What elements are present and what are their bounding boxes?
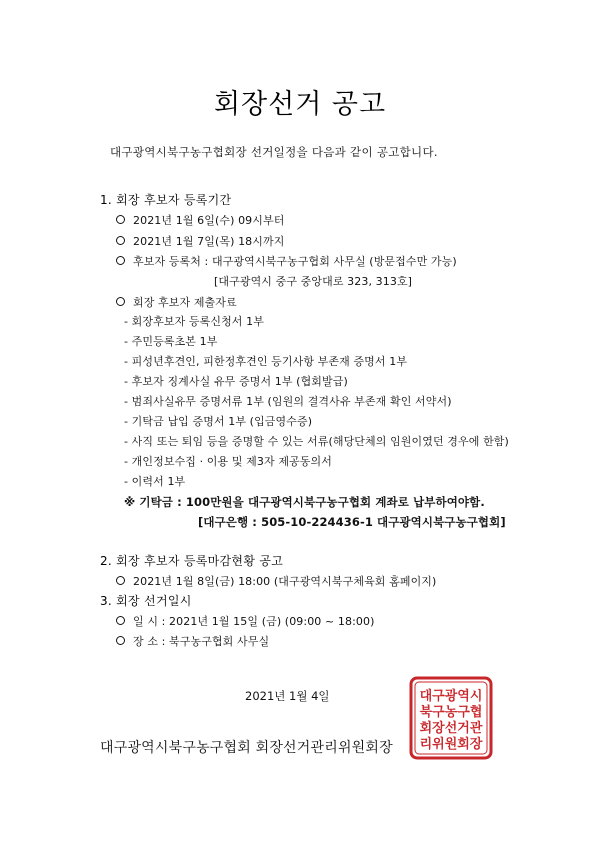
closing-announcement: 2021년 1월 8일(금) 18:00 (대구광역시북구체육회 홈페이지) <box>116 573 436 589</box>
official-seal-icon <box>409 676 493 760</box>
circle-bullet-icon <box>116 576 125 585</box>
seal-line: 북구농구협 <box>419 705 483 720</box>
doc-item: - 피성년후견인, 피한정후견인 등기사항 부존재 증명서 1부 <box>124 355 408 368</box>
doc-item: - 범죄사실유무 증명서류 1부 (임원의 결격사유 부존재 확인 서약서) <box>124 395 452 408</box>
doc-item: - 기탁금 납입 증명서 1부 (입금영수증) <box>124 415 313 428</box>
docs-heading: 회장 후보자 제출자료 <box>116 294 237 310</box>
registration-address: [대구광역시 중구 중앙대로 323, 313호] <box>214 275 413 288</box>
doc-item: - 이력서 1부 <box>124 475 186 488</box>
page-title: 회장선거 공고 <box>213 89 387 120</box>
registration-start: 2021년 1월 6일(수) 09시부터 <box>116 212 284 228</box>
circle-bullet-icon <box>116 297 125 306</box>
election-place: 장 소 : 북구농구협회 사무실 <box>116 633 269 649</box>
doc-item: - 사직 또는 퇴임 등을 증명할 수 있는 서류(해당단체의 임원이였던 경우에 한함) <box>124 435 509 448</box>
registration-place: 후보자 등록처 : 대구광역시북구농구협회 사무실 (방문접수만 가능) <box>116 253 457 269</box>
section1-heading: 1. 회장 후보자 등록기간 <box>100 193 232 207</box>
registration-end: 2021년 1월 7일(목) 18시까지 <box>116 233 284 249</box>
seal-line: 리위원회장 <box>419 737 483 752</box>
circle-bullet-icon <box>116 215 125 224</box>
circle-bullet-icon <box>116 256 125 265</box>
deposit-note: ※ 기탁금 : 100만원을 대구광역시북구농구협회 계좌로 납부하여야함. <box>124 495 485 509</box>
account-info: [대구은행 : 505-10-224436-1 대구광역시북구농구협회] <box>198 515 506 529</box>
intro-text: 대구광역시북구농구협회장 선거일정을 다음과 같이 공고합니다. <box>110 145 438 159</box>
election-datetime: 일 시 : 2021년 1월 15일 (금) (09:00 ~ 18:00) <box>116 613 375 629</box>
issuer-name: 대구광역시북구농구협회 회장선거관리위원회장 <box>100 740 393 756</box>
seal-line: 회장선거관 <box>419 721 483 736</box>
circle-bullet-icon <box>116 616 125 625</box>
circle-bullet-icon <box>116 636 125 645</box>
doc-item: - 개인정보수집 · 이용 및 제3자 제공동의서 <box>124 455 332 468</box>
section3-heading: 3. 회장 선거일시 <box>100 594 192 608</box>
seal-line: 대구광역시 <box>419 689 483 704</box>
doc-item: - 회장후보자 등록신청서 1부 <box>124 315 264 328</box>
circle-bullet-icon <box>116 236 125 245</box>
section2-heading: 2. 회장 후보자 등록마감현황 공고 <box>100 554 284 568</box>
doc-item: - 후보자 징계사실 유무 증명서 1부 (협회발급) <box>124 375 348 388</box>
announcement-date: 2021년 1월 4일 <box>245 689 330 703</box>
doc-item: - 주민등록초본 1부 <box>124 335 218 348</box>
